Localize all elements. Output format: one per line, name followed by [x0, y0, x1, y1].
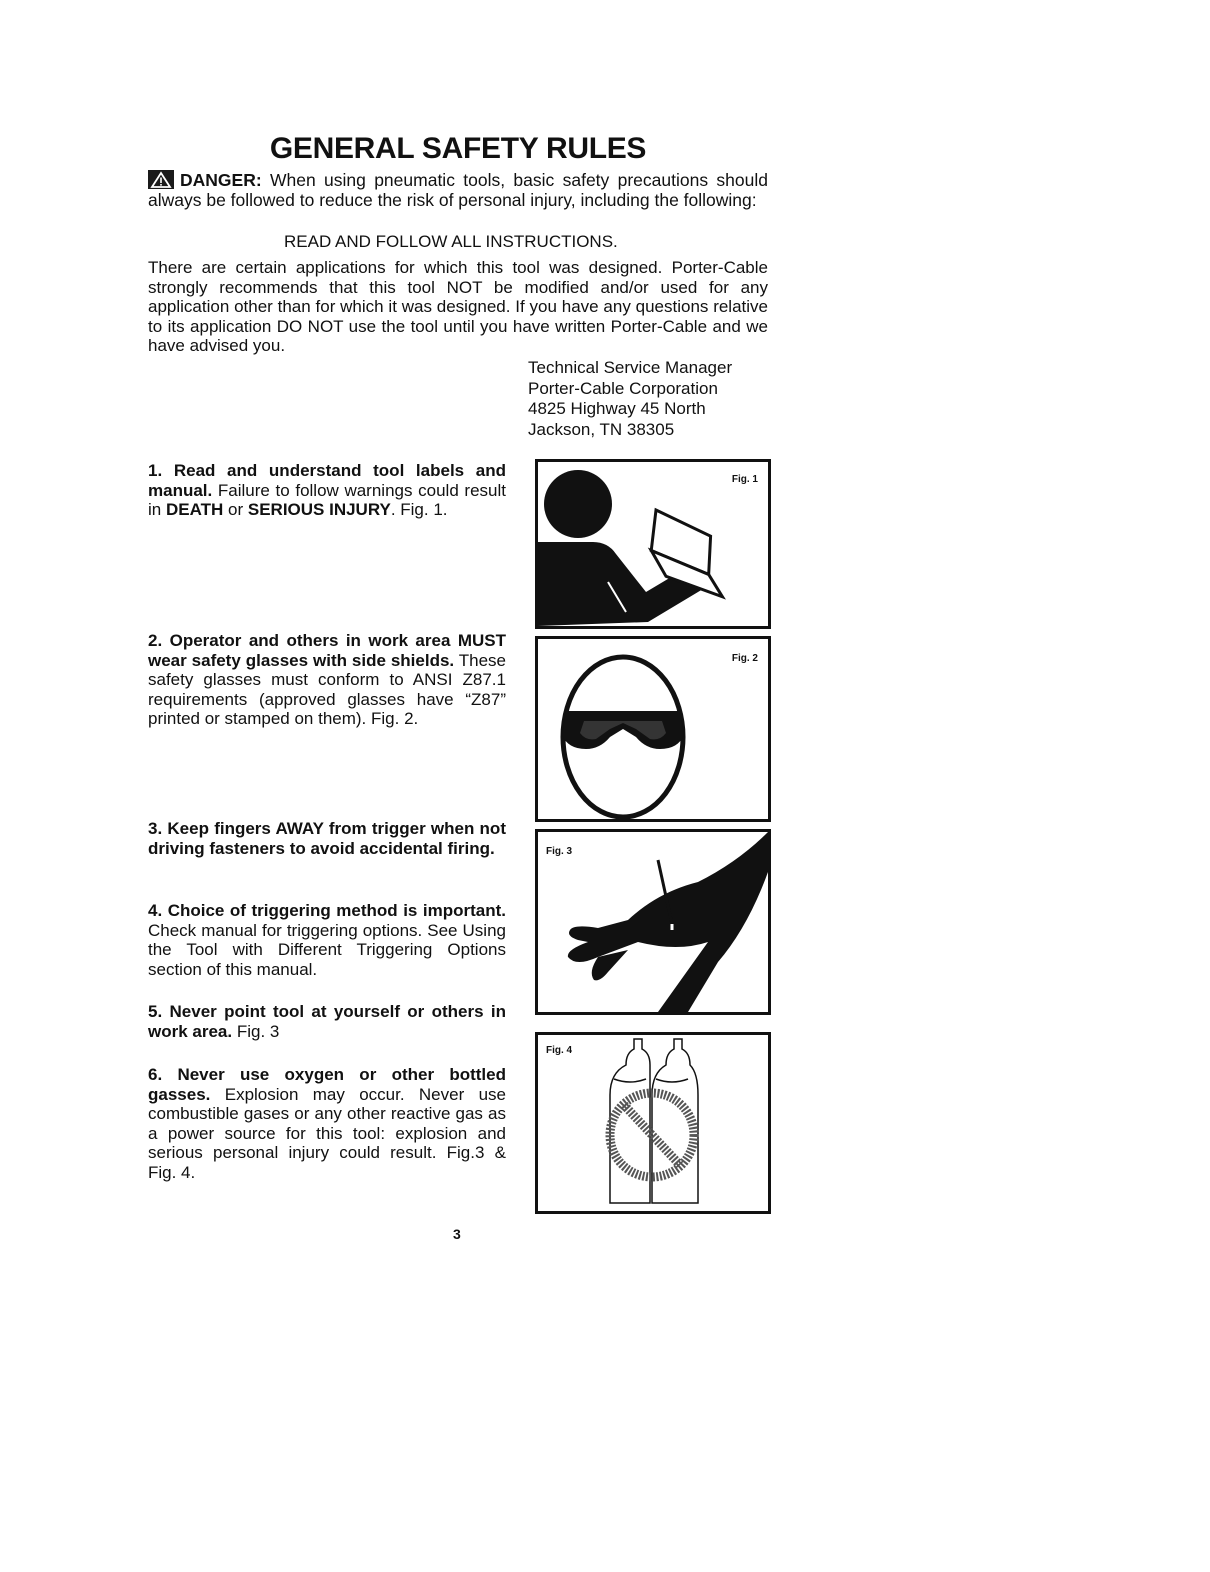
- figure-1: [535, 459, 771, 629]
- figure-2: [535, 636, 771, 822]
- address-line: 4825 Highway 45 North: [528, 399, 706, 418]
- rule-number: 2.: [148, 631, 163, 650]
- person-reading-manual-icon: [538, 462, 768, 626]
- rule-heading: Operator and others in work area MUST wear safety glasses with side shields.: [148, 631, 506, 670]
- figure-3: [535, 829, 771, 1015]
- rule-heading: Keep fingers AWAY from trigger when not driving fasteners to avoid accidental firing.: [148, 819, 506, 858]
- rule-text: These safety glasses must conform to ANSI Z87.1 requirements (approved glasses have “Z87” printed or stamped on them). Fig. 2.: [148, 650, 506, 728]
- rule-6: [148, 1065, 506, 1182]
- rule-number: 4.: [148, 901, 163, 920]
- rule-emphasis: SERIOUS INJURY: [247, 500, 391, 519]
- rule-4: [148, 901, 506, 979]
- face-with-safety-glasses-icon: [538, 639, 768, 819]
- rule-text: Failure to follow warnings could result in: [148, 480, 506, 519]
- danger-paragraph: [148, 170, 768, 210]
- page-title: GENERAL SAFETY RULES: [269, 132, 647, 165]
- address-line: Porter-Cable Corporation: [528, 378, 718, 398]
- rule-heading: Read and understand tool labels and manual.: [148, 461, 506, 500]
- rule-emphasis: DEATH: [165, 500, 224, 519]
- rule-heading: Choice of triggering method is important.: [167, 901, 506, 920]
- warning-triangle-icon: [148, 170, 174, 189]
- rule-text: . Fig. 1.: [390, 500, 448, 519]
- hand-with-nail-icon: [538, 832, 768, 1012]
- address-line: Technical Service Manager: [528, 358, 733, 377]
- address-line: Jackson, TN 38305: [528, 419, 675, 439]
- figure-label: Fig. 1: [731, 474, 758, 485]
- rule-number: 5.: [148, 1002, 163, 1021]
- danger-text: When using pneumatic tools, basic safety precautions should always be followed to reduce the risk of personal injury, including the following:: [148, 170, 768, 210]
- rule-heading: Never point tool at yourself or others in work area.: [148, 1002, 506, 1041]
- rule-number: 6.: [148, 1065, 163, 1084]
- rule-number: 3.: [148, 819, 163, 838]
- address-block: [528, 358, 732, 440]
- figure-label: Fig. 4: [546, 1045, 573, 1056]
- rule-text: Fig. 3: [236, 1021, 280, 1041]
- rule-1: [148, 461, 506, 520]
- rule-number: 1.: [148, 461, 163, 480]
- rule-text: Check manual for triggering options. See Using the Tool with Different Triggering Options section of this manual.: [148, 920, 506, 979]
- intro-paragraph: There are certain applications for which this tool was designed. Porter-Cable strongly recommends that this tool NOT be modified and/or used for any application other than for which it was designed. If you have any questions relative to its application DO NOT use the tool until you have written Porter-Cable and we have advised you.: [148, 258, 768, 355]
- figure-label: Fig. 2: [731, 653, 758, 664]
- rule-text: or: [228, 500, 244, 519]
- page-number: 3: [453, 1226, 461, 1242]
- figure-label: Fig. 3: [546, 846, 573, 857]
- danger-label: DANGER:: [180, 170, 262, 190]
- rule-5: [148, 1002, 506, 1041]
- no-gas-bottles-icon: [538, 1035, 768, 1211]
- rule-text: Explosion may occur. Never use combustible gases or any other reactive gas as a power source for this tool: explosion and serious personal injury could result. Fig.3 & Fig. 4.: [148, 1084, 506, 1182]
- rule-3: [148, 819, 506, 858]
- read-follow-instructions: READ AND FOLLOW ALL INSTRUCTIONS.: [284, 232, 618, 251]
- figure-4: [535, 1032, 771, 1214]
- rule-heading: Never use oxygen or other bottled gasses.: [148, 1065, 506, 1104]
- rule-2: [148, 631, 506, 729]
